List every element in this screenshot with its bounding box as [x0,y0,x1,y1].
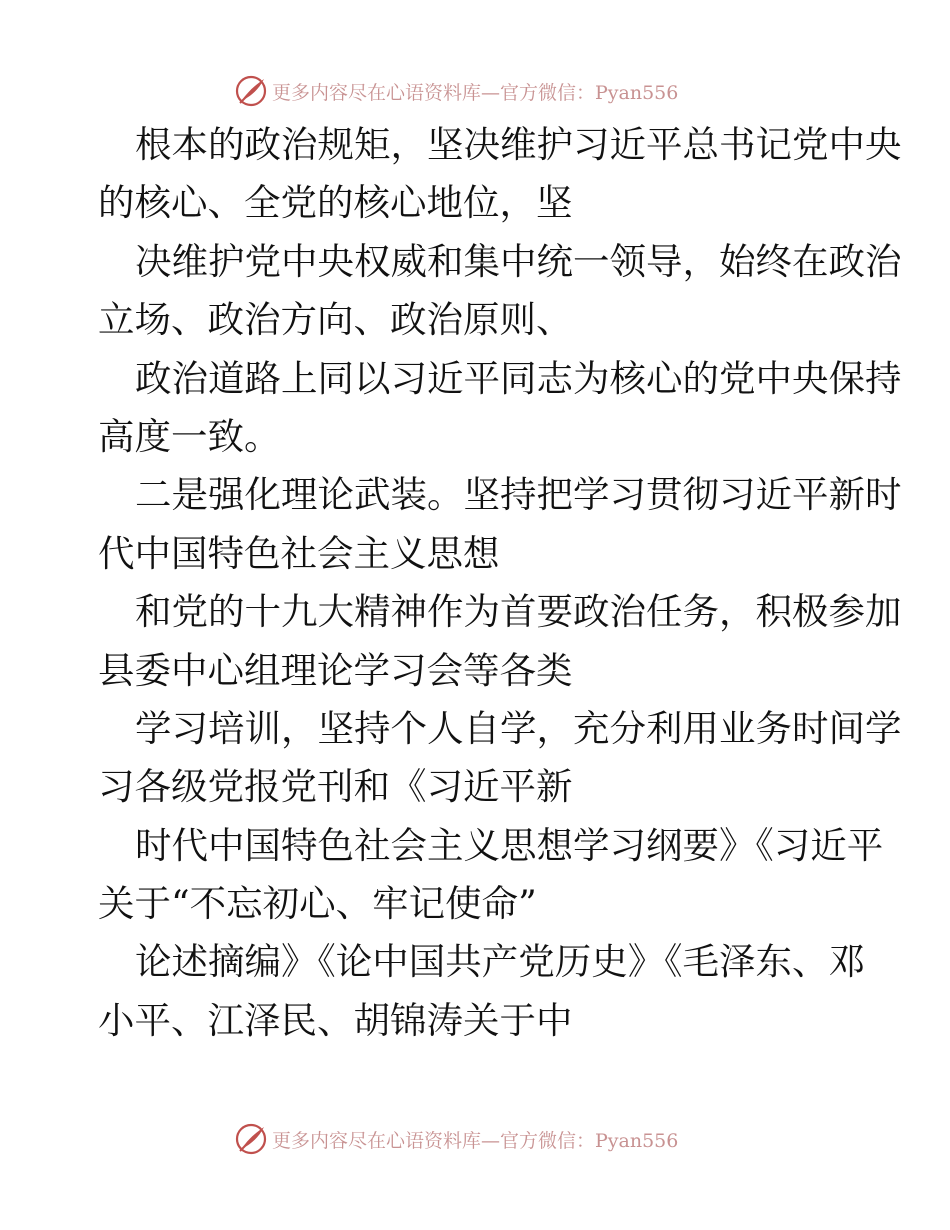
text-line: 根本的政治规矩，坚决维护习近平总书记党中央 [135,123,902,166]
text-line: 的核心、全党的核心地位，坚 [98,181,573,225]
text-line: 立场、政治方向、政治原则、 [98,298,573,342]
text-line: 县委中心组理论学习会等各类 [98,648,573,692]
footer-banner-text: 更多内容尽在心语资料库—官方微信：Pyan556 [272,1129,679,1152]
text-line: 二是强化理论武装。坚持把学习贯彻习近平新时 [135,473,902,517]
footer-banner [234,1120,678,1158]
text-line: 关于“不忘初心、牢记使命” [98,882,537,926]
text-line: 决维护党中央权威和集中统一领导，始终在政治 [135,239,902,283]
text-line: 政治道路上同以习近平同志为核心的党中央保持 [135,356,902,400]
text-line: 小平、江泽民、胡锦涛关于中 [98,998,573,1042]
text-line: 学习培训，坚持个人自学，充分利用业务时间学 [135,706,902,750]
feather-pen-logo-icon [234,74,268,108]
text-line: 和党的十九大精神作为首要政治任务，积极参加 [135,590,902,634]
body-text [98,116,902,1050]
text-line: 时代中国特色社会主义思想学习纲要》《习近平 [135,823,884,867]
header-banner [234,72,678,110]
header-banner-text: 更多内容尽在心语资料库—官方微信：Pyan556 [272,81,679,104]
text-line: 论述摘编》《论中国共产党历史》《毛泽东、邓 [135,940,865,984]
text-line: 高度一致。 [98,414,281,458]
text-line: 代中国特色社会主义思想 [98,531,500,575]
feather-pen-logo-icon [234,1122,268,1156]
text-line: 习各级党报党刊和《习近平新 [98,765,573,809]
